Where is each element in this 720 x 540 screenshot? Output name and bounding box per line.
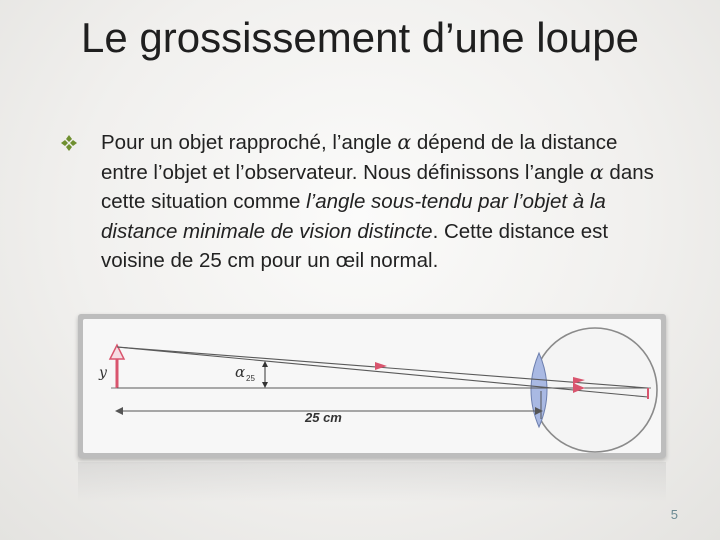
bullet-text-italic: l’angle sous-tendu par l’objet à la distance minimale de vision distincte bbox=[101, 190, 606, 243]
alpha-symbol: α bbox=[589, 159, 604, 184]
figure-reflection bbox=[78, 462, 666, 502]
figure-frame bbox=[78, 314, 666, 458]
alpha-symbol: α bbox=[397, 130, 412, 154]
bullet-text-part1: Pour un objet rapproché, l’angle bbox=[101, 131, 398, 154]
slide-title: Le grossissement d’une loupe bbox=[80, 14, 640, 61]
angle-label: α bbox=[235, 363, 246, 381]
bullet-text-part4: . Cette distance est voisine de 25 cm pour un œil normal. bbox=[101, 219, 609, 272]
bullet-text bbox=[101, 128, 661, 276]
eye-outline bbox=[533, 328, 657, 452]
object-label: y bbox=[99, 365, 107, 381]
distance-label: 25 cm bbox=[305, 410, 342, 425]
bullet-text-part2: dépend de la distance entre l’objet et l’observateur. Nous définissons l’angle bbox=[101, 131, 618, 184]
diamond-bullet-icon bbox=[60, 134, 78, 152]
ray-top-arrow bbox=[375, 362, 387, 370]
figure-inner bbox=[83, 319, 661, 453]
optics-diagram bbox=[83, 319, 661, 453]
angle-marker-arrow-top bbox=[262, 361, 268, 367]
distance-arrow-left bbox=[115, 407, 123, 415]
angle-subscript: 25 bbox=[246, 374, 255, 383]
bullet-text-part3: dans cette situation comme bbox=[101, 160, 654, 213]
angle-marker-arrow-bottom bbox=[262, 382, 268, 388]
page-number: 5 bbox=[670, 507, 678, 522]
